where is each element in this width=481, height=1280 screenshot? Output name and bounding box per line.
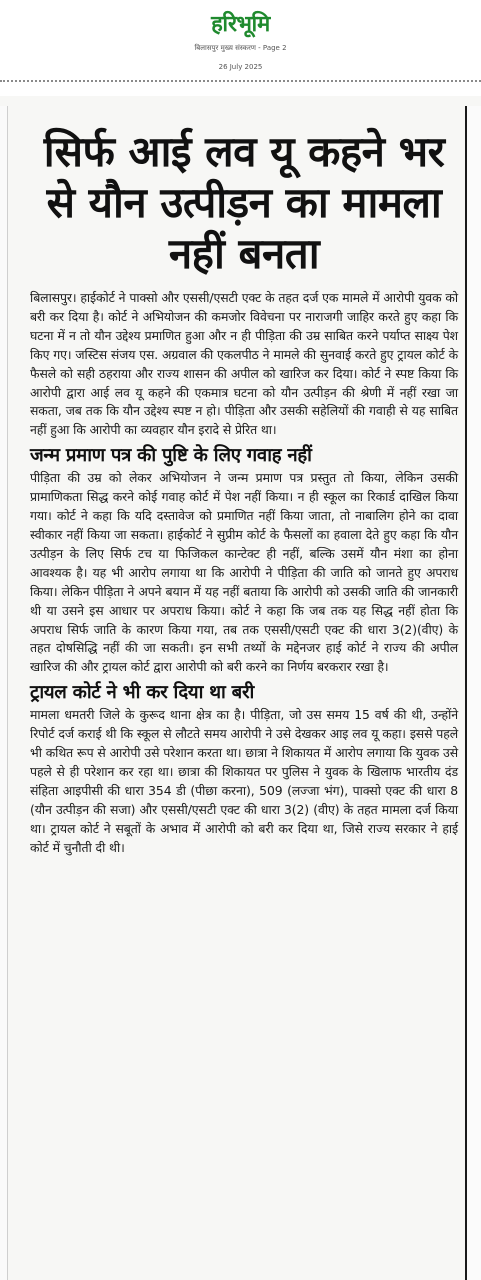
edition-label: बिलासपुर मुख्य संस्करण - Page 2: [194, 44, 287, 52]
article-body: [30, 96, 458, 857]
article-subheading-2: ट्रायल कोर्ट ने भी कर दिया था बरी: [30, 682, 255, 704]
adjacent-column-edge-right: [465, 106, 481, 1280]
article-paragraph-1: बिलासपुर। हाईकोर्ट ने पाक्सो और एससी/एसटी एक्ट के तहत दर्ज एक मामले में आरोपी युवक को बरी कर दिया है। कोर्ट ने अभियोजन की कमजोर विवेचना पर नाराजगी जाहिर करते हुए कहा कि घटना में न तो यौन उद्देश्य प्रमाणित हुआ और न ही पीड़िता की उम्र साबित करने पर्याप्त साक्ष्य पेश किए गए। जस्टिस संजय एस. अग्रवाल की एकलपीठ ने मामले की सुनवाई करते हुए ट्रायल कोर्ट के फैसले को सही ठहराया और राज्य शासन की अपील को खारिज कर दिया। कोर्ट ने स्पष्ट किया कि आरोपी द्वारा आई लव यू कहने की एकमात्र घटना को यौन उत्पीड़न की श्रेणी में नहीं रखा जा सकता, जब तक कि यौन उद्देश्य स्पष्ट न हो। पीड़िता और उसकी सहेलियों की गवाही से यह साबित नहीं हुआ कि आरोपी का व्यवहार यौन इरादे से प्रेरित था।: [30, 290, 458, 438]
newspaper-masthead: हरिभूमि: [211, 12, 270, 37]
edition-date: 26 July 2025: [218, 63, 263, 71]
article-paragraph-2: पीड़िता की उम्र को लेकर अभियोजन ने जन्म प्रमाण पत्र प्रस्तुत तो किया, लेकिन उसकी प्रामाणिकता सिद्ध करने कोई गवाह कोर्ट में पेश नहीं किया। न ही स्कूल का रिकार्ड दाखिल किया गया। कोर्ट ने कहा कि यदि दस्तावेज को प्रमाणित नहीं किया जाता, तो नाबालिग होने का दावा स्वीकार नहीं किया जा सकता। हाईकोर्ट ने सुप्रीम कोर्ट के फैसलों का हवाला देते हुए कहा कि यौन उत्पीड़न के लिए सिर्फ टच या फिजिकल कान्टेक्ट ही नहीं, बल्कि उसमें यौन मंशा का होना आवश्यक है। यह भी आरोप लगाया था कि आरोपी ने पीड़िता की जाति को जानते हुए अपराध किया। लेकिन पीड़िता ने अपने बयान में यह नहीं बताया कि आरोपी को उसकी जाति की जानकारी थी या उसने इस आधार पर अपराध किया। कोर्ट ने कहा कि जब तक यह सिद्ध नहीं होता कि अपराध सिर्फ जाति के कारण किया गया, तब तक एससी/एसटी एक्ट की धारा 3(2)(वीए) के तहत दोषसिद्धि नहीं की जा सकती। इन सभी तथ्यों के मद्देनजर हाई कोर्ट ने राज्य की अपील खारिज की और ट्रायल कोर्ट द्वारा आरोपी को बरी करने का निर्णय बरकरार रखा है।: [30, 470, 458, 675]
page-header: [0, 0, 481, 96]
article-paragraph-3: मामला धमतरी जिले के कुरूद थाना क्षेत्र का है। पीड़िता, जो उस समय 15 वर्ष की थी, उन्होंने रिपोर्ट दर्ज कराई थी कि स्कूल से लौटते समय आरोपी ने उसे देखकर आइ लव यू कहा। इससे पहले भी कथित रूप से आरोपी उसे परेशान करता था। छात्रा ने शिकायत में आरोप लगाया कि युवक उसे पहले से ही परेशान कर रहा था। छात्रा की शिकायत पर पुलिस ने युवक के खिलाफ भारतीय दंड संहिता आइपीसी की धारा 354 डी (पीछा करना), 509 (लज्जा भंग), पाक्सो एक्ट की धारा 8 (यौन उत्पीड़न की सजा) और एससी/एसटी एक्ट की धारा 3(2) (वीए) के तहत मामला दर्ज किया था। ट्रायल कोर्ट ने सबूतों के अभाव में आरोपी को बरी कर दिया था, जिसे राज्य सरकार ने हाई कोर्ट में चुनौती दी थी।: [30, 707, 458, 855]
adjacent-column-edge-left: [0, 106, 8, 1280]
header-divider: [0, 80, 481, 82]
news-clipping: [0, 96, 481, 1280]
article-subheading-1: जन्म प्रमाण पत्र की पुष्टि के लिए गवाह नहीं: [30, 445, 312, 467]
article-headline: सिर्फ आई लव यू कहने भर से यौन उत्पीड़न का मामला नहीं बनता: [43, 127, 445, 278]
